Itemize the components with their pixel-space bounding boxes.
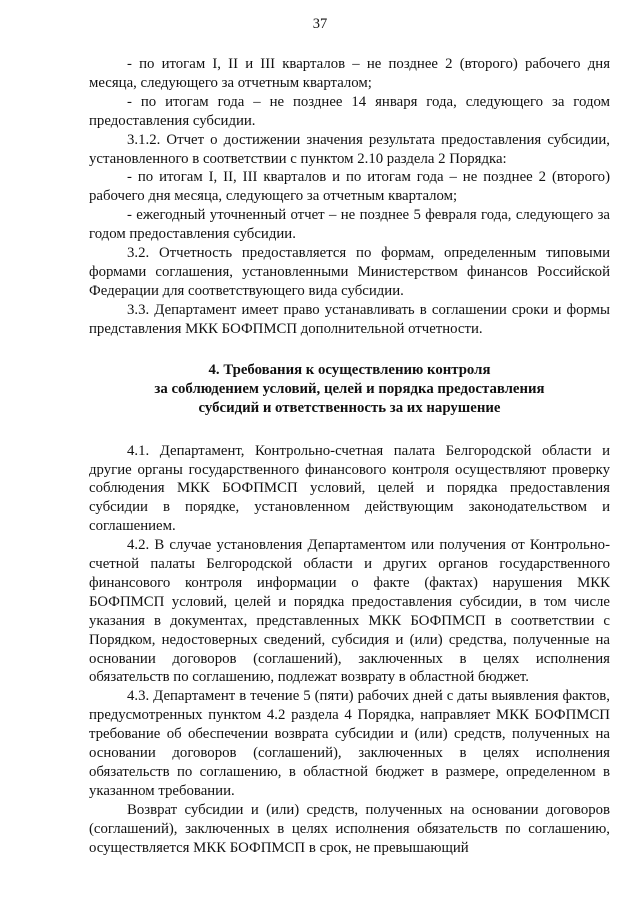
paragraph-return-of-subsidy: Возврат субсидии и (или) средств, полученных на основании договоров (соглашений), заключенных в целях исполнения обязательств по соглашению, осуществляется МКК БОФПМСП в срок, не превышающий bbox=[89, 801, 610, 856]
paragraph-4-3: 4.3. Департамент в течение 5 (пяти) рабочих дней с даты выявления фактов, предусмотренных пунктом 4.2 раздела 4 Порядка, направляет МКК БОФПМСП требование об обеспечении возврата субсидии и (или) средств, полученных на основании договоров (соглашений), заключенных в целях исполнения обязательств по соглашению, в областной бюджет в размере, определенном в указанном требовании. bbox=[89, 688, 610, 799]
paragraph-3-3: 3.3. Департамент имеет право устанавливать в соглашении сроки и формы представления МКК БОФПМСП дополнительной отчетности. bbox=[89, 301, 610, 337]
paragraph-annual-deadline: - по итогам года – не позднее 14 января года, следующего за годом предоставления субсидии. bbox=[89, 93, 610, 129]
paragraph-3-2: 3.2. Отчетность предоставляется по формам, определенным типовыми формами соглашения, установленными Министерством финансов Российской Федерации для соответствующего вида субсидии. bbox=[89, 245, 610, 299]
section-heading-line-1: 4. Требования к осуществлению контроля bbox=[208, 361, 491, 378]
paragraph-result-quarterly-deadline: - по итогам I, II, III кварталов и по итогам года – не позднее 2 (второго) рабочего дня месяца, следующего за отчетным кварталом; bbox=[89, 169, 610, 205]
section-heading-line-3: субсидий и ответственность за их нарушение bbox=[198, 399, 501, 416]
paragraph-4-2: 4.2. В случае установления Департаментом или получения от Контрольно-счетной палаты Белгородской области и других органов государственного финансового контроля информации о факте (фактах) нарушения МКК БОФПМСП условий, целей и порядка предоставления субсидии, в том числе указания в документах, представленных МКК БОФПМСП в соответствии с Порядком, недостоверных сведений, субсидия и (или) средства, полученные на основании договоров (соглашений), заключенных в целях исполнения обязательств по соглашению, подлежат возврату в областной бюджет. bbox=[89, 537, 610, 686]
document-body bbox=[89, 55, 610, 858]
paragraph-quarterly-deadline: - по итогам I, II и III кварталов – не позднее 2 (второго) рабочего дня месяца, следующего за отчетным кварталом; bbox=[89, 56, 610, 91]
paragraph-4-1: 4.1. Департамент, Контрольно-счетная палата Белгородской области и другие органы государственного финансового контроля осуществляют проверку соблюдения МКК БОФПМСП условий, целей и порядка предоставления субсидии в порядке, установленном действующим законодательством и соглашением. bbox=[89, 442, 610, 535]
section-heading-line-2: за соблюдением условий, целей и порядка предоставления bbox=[154, 380, 545, 397]
section-4-heading bbox=[89, 361, 610, 418]
paragraph-refined-report-deadline: - ежегодный уточненный отчет – не позднее 5 февраля года, следующего за годом предоставления субсидии. bbox=[89, 207, 610, 243]
page-number: 37 bbox=[312, 16, 328, 32]
paragraph-3-1-2: 3.1.2. Отчет о достижении значения результата предоставления субсидии, установленного в соответствии с пунктом 2.10 раздела 2 Порядка: bbox=[89, 131, 610, 167]
